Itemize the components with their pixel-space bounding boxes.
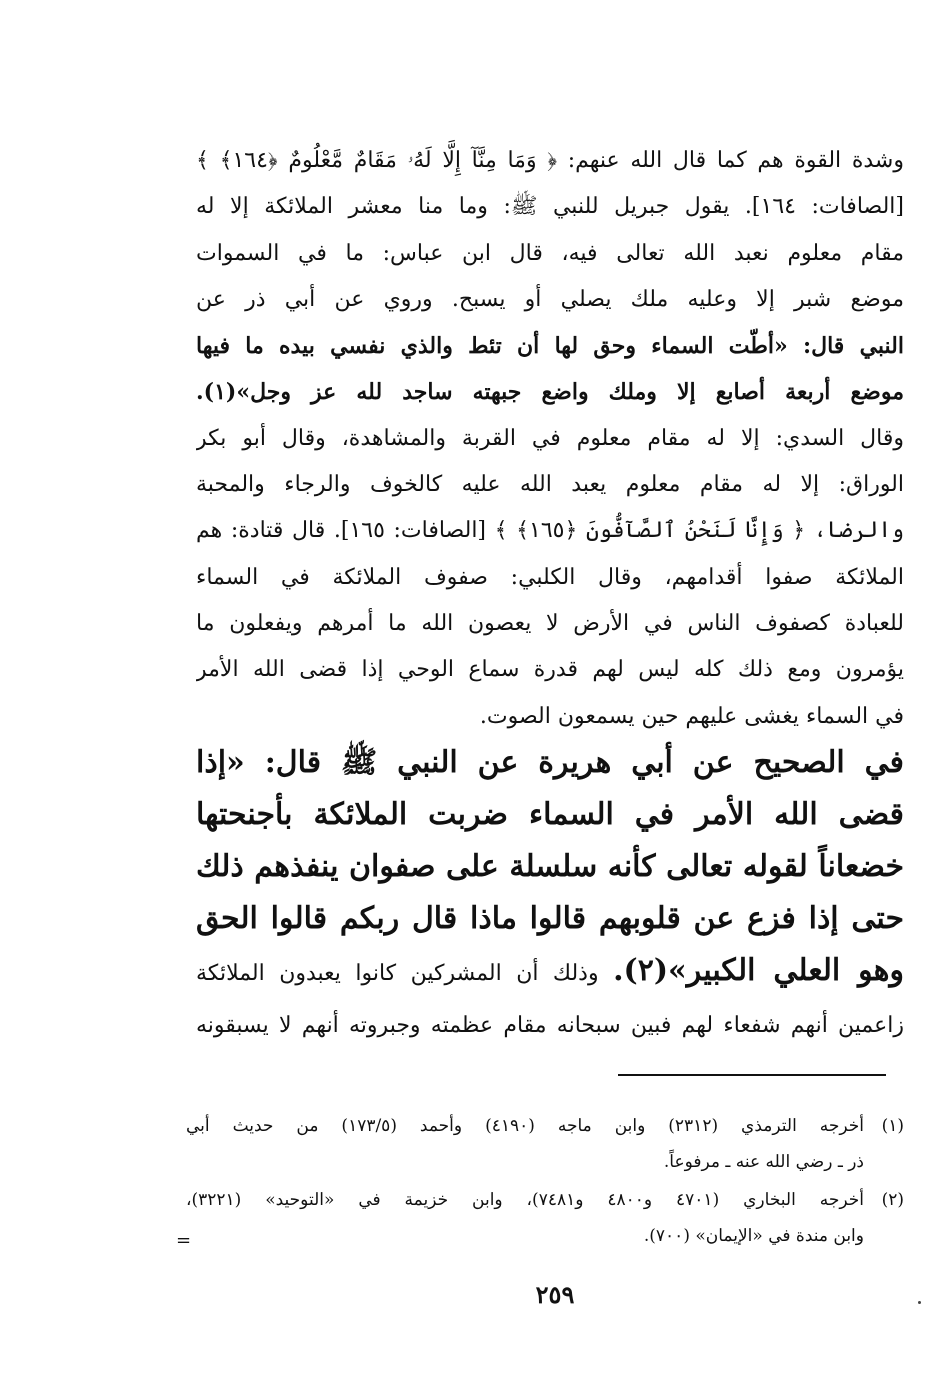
- continuation-mark: =: [176, 1230, 192, 1251]
- text-line: يؤمرون ومع ذلك كله ليس لهم قدرة سماع الوحي إذا قضى الله الأمر: [196, 657, 904, 683]
- hadith-paragraph: [196, 737, 904, 1052]
- text-line: زاعمين أنهم شفعاء لهم فبين سبحانه مقام عظمته وجبروته أنهم لا يسبقونه: [196, 1013, 904, 1038]
- hadith-line: خضعاناً لقوله تعالى كأنه سلسلة على صفوان ينفذهم ذلك: [196, 849, 904, 884]
- footnote-line: وابن مندة في «الإيمان» (٧٠٠).: [643, 1226, 864, 1246]
- text-line: النبي قال: «أطّت السماء وحق لها أن تئط والذي نفسي بيده ما فيها: [196, 333, 904, 360]
- footnote-line: أخرجه البخاري (٤٧٠١ و٤٨٠٠ و٧٤٨١)، وابن خزيمة في «التوحيد» (٣٢٢١)،: [186, 1190, 864, 1210]
- main-paragraph: [196, 138, 904, 740]
- text-line: وشدة القوة هم كما قال الله عنهم: ﴿ وَمَا مِنَّآ إِلَّا لَهُۥ مَقَامٌ مَّعْلُومٌ ﴿١٦٤﴾ ﴾: [196, 148, 904, 173]
- text-line: للعبادة كصفوف الناس في الأرض لا يعصون الله ما أمرهم ويفعلون ما: [196, 610, 904, 636]
- footnote-number: (٢): [881, 1190, 904, 1210]
- text-line: مقام معلوم نعبد الله تعالى فيه، قال ابن عباس: ما في السموات: [196, 240, 904, 266]
- hadith-ending-bold: وهو العلي الكبير»(٢).: [613, 953, 904, 988]
- text-line: في السماء يغشى عليهم حين يسمعون الصوت.: [479, 703, 904, 729]
- text-line: الملائكة صفوا أقدامهم، وقال الكلبي: صفوف الملائكة في السماء: [196, 564, 904, 590]
- footnote-separator: [618, 1074, 886, 1076]
- page-number: ٢٥٩: [535, 1280, 575, 1309]
- hadith-line: في الصحيح عن أبي هريرة عن النبي ﷺ قال: «إذا: [196, 745, 904, 780]
- hadith-line: حتى إذا فزع عن قلوبهم قالوا ماذا قال ربكم قالوا الحق: [196, 901, 904, 936]
- commentary-text: وذلك أن المشركين كانوا يعبدون الملائكة: [196, 961, 614, 986]
- footnote-1: [186, 1108, 904, 1180]
- footnote-number: (١): [881, 1116, 904, 1136]
- text-line: [الصافات: ١٦٤]. يقول جبريل للنبي ﷺ: وما منا معشر الملائكة إلا له: [196, 194, 904, 220]
- hadith-line: قضى الله الأمر في السماء ضربت الملائكة بأجنحتها: [196, 797, 904, 832]
- footnote-line: أخرجه الترمذي (٢٣١٢) وابن ماجه (٤١٩٠) وأحمد (١٧٣/٥) من حديث أبي: [186, 1116, 864, 1136]
- text-line: موضع أربعة أصابع إلا وملك واضع جبهته ساجد لله عز وجل»(١).: [196, 379, 904, 406]
- text-line: موضع شبر إلا وعليه ملك يصلي أو يسبح. وروي عن أبي ذر عن: [196, 286, 904, 312]
- footnote-line: ذر ـ رضي الله عنه ـ مرفوعاً.: [663, 1152, 864, 1172]
- hadith-ending-line: [196, 945, 904, 1000]
- text-line: الوراق: إلا له مقام معلوم يعبد الله عليه كالخوف والرجاء والمحبة: [196, 472, 904, 498]
- scan-speck: [918, 1301, 921, 1304]
- text-line: وقال السدي: إلا له مقام معلوم في القربة والمشاهدة، وقال أبو بكر: [196, 425, 904, 451]
- text-line: والرضا، ﴿ وَإِنَّا لَنَحْنُ ٱلصَّآفُّونَ ﴿١٦٥﴾ ﴾ [الصافات: ١٦٥]. قال قتادة: هم: [196, 518, 904, 544]
- footnote-2: [186, 1182, 904, 1254]
